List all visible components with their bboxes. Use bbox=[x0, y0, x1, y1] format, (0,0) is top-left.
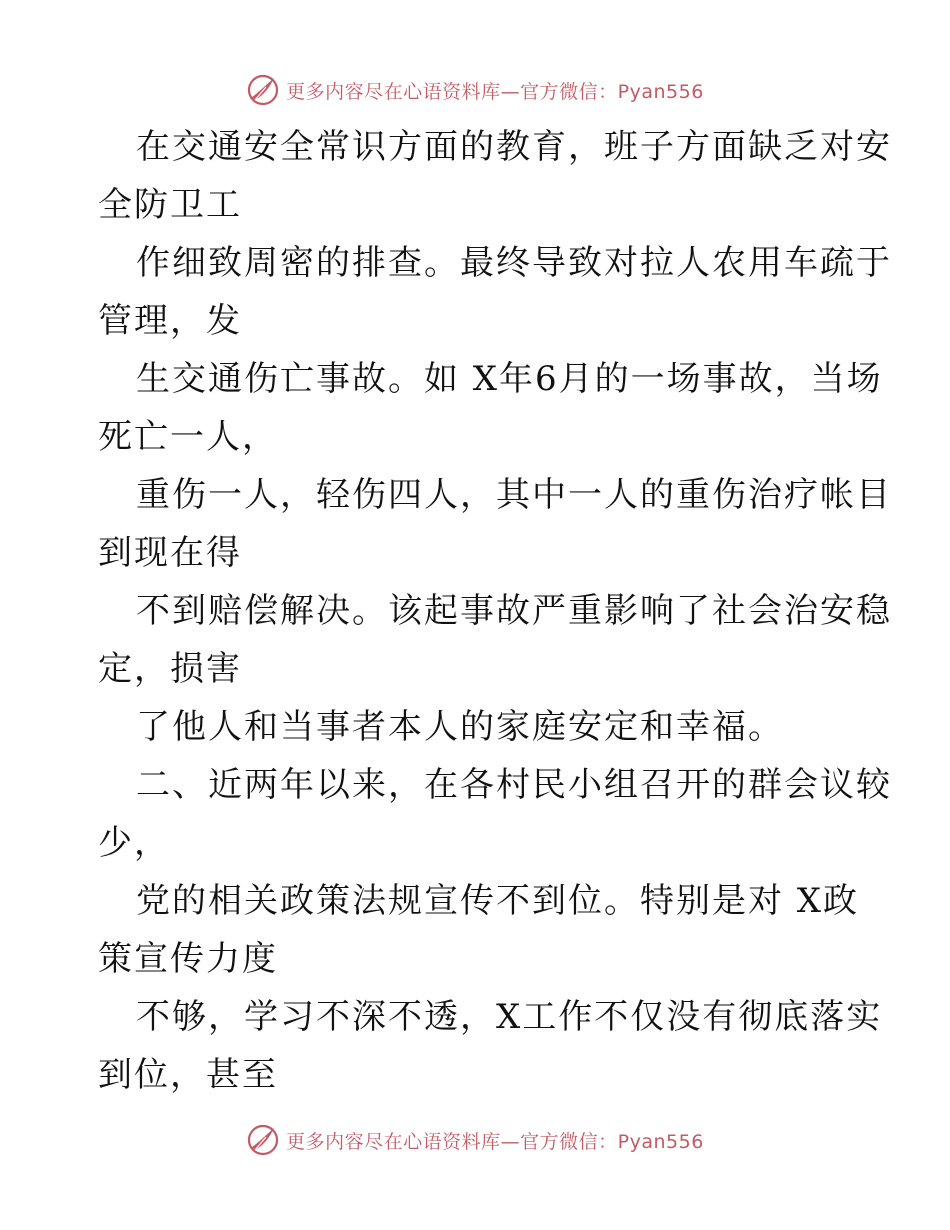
body-text-line: 二、近两年以来，在各村民小组召开的群会议较 bbox=[136, 765, 892, 805]
body-text-line: 到位，甚至 bbox=[98, 1055, 278, 1095]
body-text-line: 党的相关政策法规宣传不到位。特别是对 X政 bbox=[136, 881, 860, 921]
body-text-line: 作细致周密的排查。最终导致对拉人农用车疏于 bbox=[136, 243, 892, 283]
body-text-line: 重伤一人，轻伤四人，其中一人的重伤治疗帐目 bbox=[136, 475, 892, 515]
footer-banner-text: 更多内容尽在心语资料库—官方微信：Pyan556 bbox=[286, 1130, 704, 1153]
body-text-line: 管理，发 bbox=[98, 301, 242, 341]
header-banner-text: 更多内容尽在心语资料库—官方微信：Pyan556 bbox=[286, 80, 704, 103]
body-text-line: 定，损害 bbox=[98, 649, 242, 689]
body-text-line: 策宣传力度 bbox=[98, 939, 278, 979]
body-text-line: 到现在得 bbox=[98, 533, 242, 573]
feather-pen-logo-icon bbox=[246, 1123, 280, 1157]
footer-banner bbox=[0, 1120, 950, 1160]
body-text-line: 了他人和当事者本人的家庭安定和幸福。 bbox=[136, 707, 784, 747]
body-text-line: 少， bbox=[98, 823, 170, 863]
body-text-line: 不到赔偿解决。该起事故严重影响了社会治安稳 bbox=[136, 591, 892, 631]
document-body bbox=[98, 118, 892, 1104]
body-text-line: 死亡一人， bbox=[98, 417, 278, 457]
body-text-line: 全防卫工 bbox=[98, 185, 242, 225]
header-banner bbox=[0, 70, 950, 110]
body-text-line: 生交通伤亡事故。如 X年6月的一场事故，当场 bbox=[136, 359, 883, 399]
body-text-line: 不够，学习不深不透，X工作不仅没有彻底落实 bbox=[136, 997, 883, 1037]
feather-pen-logo-icon bbox=[246, 73, 280, 107]
body-text-line: 在交通安全常识方面的教育，班子方面缺乏对安 bbox=[136, 127, 892, 167]
